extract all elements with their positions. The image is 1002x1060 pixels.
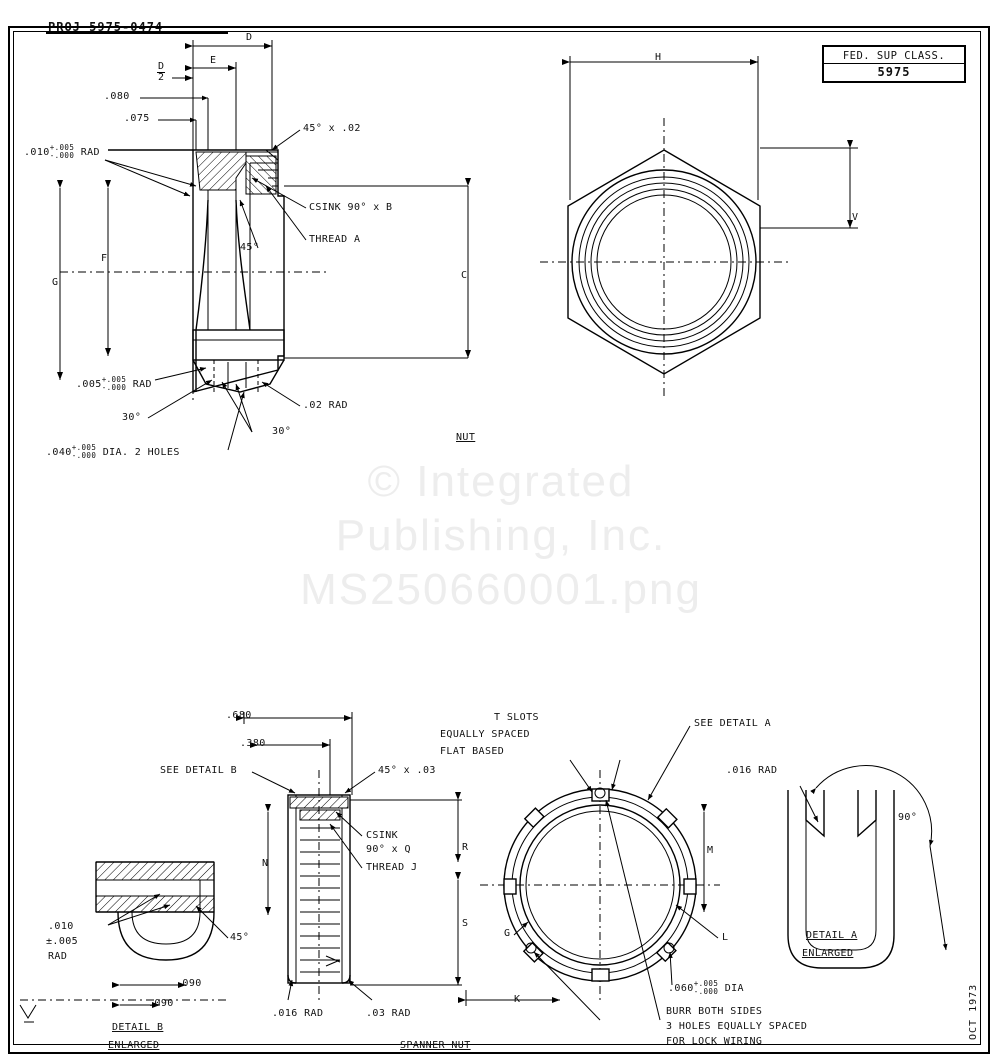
spanner-dim-g: G [504,928,511,939]
spanner-see-detail-b: SEE DETAIL B [160,765,238,776]
nut-csink-90-b: CSINK 90° x B [309,202,393,213]
watermark-line1: © Integrated [367,457,635,506]
nut-rad-005-value: .005 [76,379,102,390]
nut-rad-005 [76,376,152,392]
nut-dim-c: C [461,270,468,281]
spanner-dia-060-value: .060 [668,983,694,994]
nut-rad-02: .02 RAD [303,400,348,411]
date-stamp: OCT 1973 [968,983,979,1040]
nut-dim-e: E [210,55,217,66]
spanner-tslots-line3: FLAT BASED [440,746,505,757]
spanner-dim-r: R [462,842,469,853]
detail-b-dim-090-a: .090 [176,978,202,989]
project-number: PROJ 5975-0474 [48,20,164,34]
spanner-burr-line1: BURR BOTH SIDES [666,1006,763,1017]
spanner-dia-060-tol-plus: +.005 [693,979,719,988]
detail-a-angle-90: 90° [898,812,918,823]
nut-rad-010-tol-plus: +.005 [49,143,75,152]
spanner-dia-060 [668,980,744,996]
spanner-tslots-line2: EQUALLY SPACED [440,729,530,740]
nut-rad-010-value: .010 [24,147,50,158]
spanner-rad-03: .03 RAD [366,1008,411,1019]
detail-b-rad-line3: RAD [48,951,68,962]
spanner-dim-m: M [707,845,714,856]
hex-dim-h: H [655,52,662,63]
nut-rad-005-suffix: RAD [132,379,152,390]
nut-dim-d-over-2-num: D [158,61,165,72]
spanner-dim-s: S [462,918,469,929]
nut-view-caption: NUT [456,432,476,443]
nut-rad-010 [24,144,100,160]
nut-dim-080: .080 [104,91,130,102]
detail-a-rad-016: .016 RAD [726,765,778,776]
detail-b-dim-090-b: .090 [148,998,174,1009]
nut-rad-010-suffix: RAD [80,147,100,158]
nut-dia-040-suffix: DIA. 2 HOLES [102,447,180,458]
detail-a-caption: DETAIL A [806,930,858,941]
nut-dim-d-over-2-den: 2 [158,72,165,83]
spanner-dim-n: N [262,858,269,869]
nut-dim-g: G [52,277,59,288]
spanner-tslots-line1: T SLOTS [494,712,539,723]
nut-dim-f: F [101,253,108,264]
spanner-dim-380: .380 [240,738,266,749]
nut-dia-040-value: .040 [46,447,72,458]
spanner-dim-l: L [722,932,729,943]
spanner-dim-680: .680 [226,710,252,721]
hex-dim-v: V [852,212,859,223]
nut-dim-d: D [246,32,253,43]
detail-a-caption-enlarged: ENLARGED [802,948,854,959]
fed-supply-class-value: 5975 [877,65,911,79]
nut-rad-005-tol-minus: -.000 [101,383,127,392]
spanner-see-detail-a: SEE DETAIL A [694,718,772,729]
fed-supply-class-label: FED. SUP CLASS. [842,50,946,62]
nut-dia-040 [46,444,180,460]
spanner-csink-line1: CSINK [366,830,399,841]
spanner-burr-line3: FOR LOCK WIRING [666,1036,763,1047]
spanner-view-caption: SPANNER NUT [400,1040,471,1051]
nut-dim-d-over-2 [157,62,165,83]
detail-b-caption: DETAIL B [112,1022,164,1033]
spanner-dia-060-suffix: DIA [724,983,744,994]
spanner-burr-line2: 3 HOLES EQUALLY SPACED [666,1021,808,1032]
watermark-line3: MS250660001.png [300,565,702,614]
detail-b-angle-45: 45° [230,932,250,943]
nut-angle-30-b: 30° [272,426,292,437]
spanner-thread-j: THREAD J [366,862,418,873]
spanner-dim-k: K [514,994,521,1005]
nut-angle-30-a: 30° [122,412,142,423]
nut-dim-075: .075 [124,113,150,124]
nut-rad-010-tol-minus: -.000 [49,151,75,160]
spanner-dia-060-tol-minus: -.000 [693,987,719,996]
nut-dia-040-tol-minus: -.000 [71,451,97,460]
spanner-rad-016: .016 RAD [272,1008,324,1019]
detail-b-rad-line1: .010 [48,921,74,932]
nut-angle-45: 45° [240,242,260,253]
spanner-csink-line2: 90° x Q [366,844,411,855]
nut-rad-005-tol-plus: +.005 [101,375,127,384]
nut-dia-040-tol-plus: +.005 [71,443,97,452]
detail-b-rad-line2: ±.005 [46,936,79,947]
nut-chamfer-45x02: 45° x .02 [303,123,361,134]
watermark-line2: Publishing, Inc. [335,511,667,560]
spanner-chamfer-45x03: 45° x .03 [378,765,436,776]
detail-b-caption-enlarged: ENLARGED [108,1040,160,1051]
nut-thread-a: THREAD A [309,234,361,245]
